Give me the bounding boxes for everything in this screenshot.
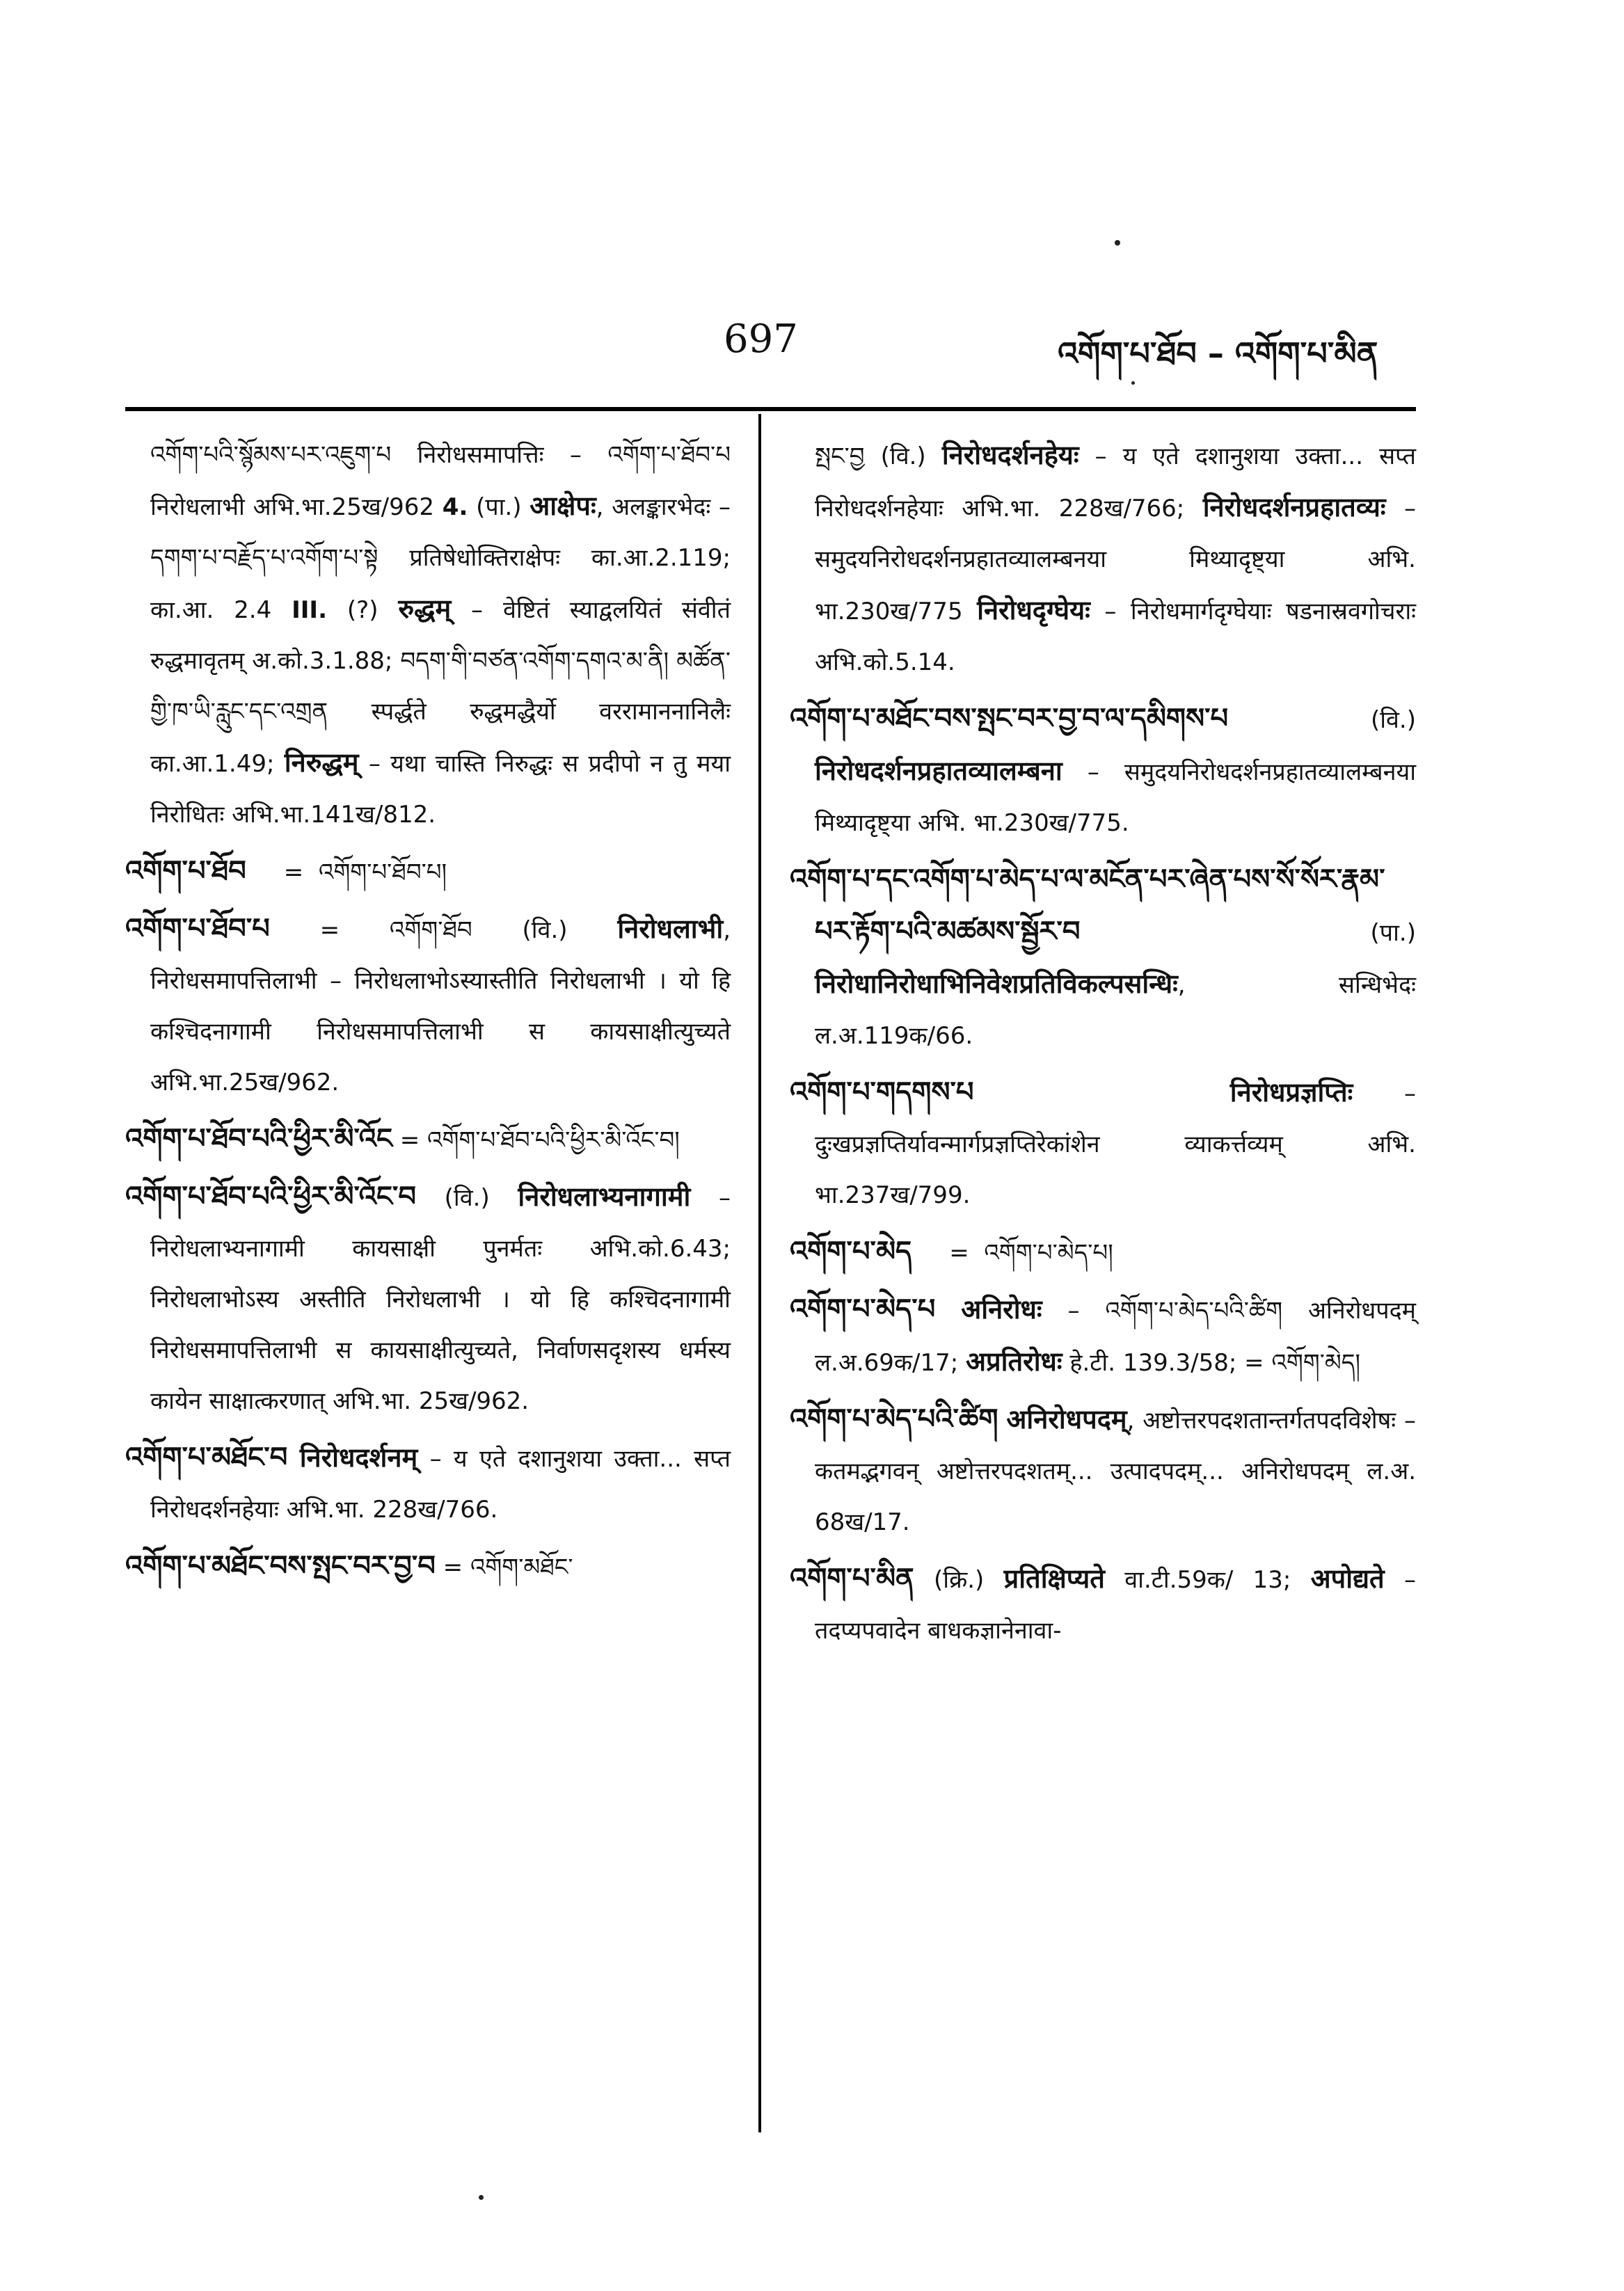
- dict-entry: འགོག་པའི་སྙོམས་པར་འཇུག་པ निरोधसमापत्तिः – འགོག་པ་ཐོབ་པ निरोधलाभी अभि.भा.25ख/962 4. (पा.) आक्षेपः, अलङ्कारभेदः – དགག་པ་བརྗོད་པ་འགོག་པ་སྟེ प्रतिषेधोक्तिराक्षेपः का.आ.2.119; का.आ. 2.4 III. (?) रुद्धम् – वेष्टितं स्याद्वलयितं संवीतं रुद्धमावृतम् अ.को.3.1.88; བདག་གི་བཙན་འགོག་དགའ་མ་ནི། མཚོན་གྱི་ཁ་ཡི་རླུང་དང་འགྲན स्पर्द्धते रुद्धमद्धैर्यो वररामाननानिलैः का.आ.1.49; निरुद्धम् – यथा चास्ति निरुद्धः स प्रदीपो न तु मया निरोधितः अभि.भा.141ख/812.: [150, 441, 731, 829]
- dict-entry: འགོག་པ་དང་འགོག་པ་མེད་པ་ལ་མངོན་པར་ཞེན་པས་སོ་སོར་རྣམ་པར་རྟོག་པའི་མཚམས་སྦྱོར་བ (पा.) निरोधानिरोधाभिनिवेशप्रतिविकल्पसन्धिः, सन्धिभेदः ल.अ.119क/66.: [790, 863, 1416, 1050]
- left-column: [125, 430, 731, 1593]
- right-column: [790, 430, 1416, 1657]
- dict-entry: འགོག་པ་གདགས་པ निरोधप्रज्ञप्तिः – दुःखप्रज्ञप्तिर्यावन्मार्गप्रज्ञप्तिरेकांशेन व्याकर्त्तव्यम् अभि. भा.237ख/799.: [790, 1076, 1417, 1209]
- dict-entry: འགོག་པ་མཐོང་བས་སྤང་བར་བྱ་བ་ལ་དམིགས་པ (वि.) निरोधदर्शनप्रहातव्यालम्बना – समुदयनिरोधदर्शनप्रहातव्यालम्बनया मिथ्यादृष्ट्या अभि. भा.230ख/775.: [790, 703, 1416, 837]
- dict-entry: འགོག་པ་མེད་པའི་ཚིག अनिरोधपदम्, अष्टोत्तरपदशतान्तर्गतपदविशेषः – कतमद्भगवन् अष्टोत्तरपदशतम्... उत्पादपदम्... अनिरोधपदम् ल.अ. 68ख/17.: [790, 1403, 1416, 1536]
- dict-entry: འགོག་པ་མེད་པ अनिरोधः – འགོག་པ་མེད་པའི་ཚིག अनिरोधपदम् ल.अ.69क/17; अप्रतिरोधः हे.टी. 139.3/58; = འགོག་མེད།: [790, 1293, 1416, 1377]
- dict-entry: འགོག་པ་མིན (क्रि.) प्रतिक्षिप्यते वा.टी.59क/ 13; अपोद्यते – तदप्यपवादेन बाधकज्ञानेनावा-: [790, 1563, 1416, 1645]
- speck-mark: [1131, 381, 1135, 385]
- speck-mark: [479, 2195, 484, 2200]
- dict-entry: སྤང་བྱ (वि.) निरोधदर्शनहेयः – य एते दशानुशया उक्ता... सप्त निरोधदर्शनहेयाः अभि.भा. 228ख/766; निरोधदर्शनप्रहातव्यः – समुदयनिरोधदर्शनप्रहातव्यालम्बनया मिथ्यादृष्ट्या अभि. भा.230ख/775 निरोधदृग्घेयः – निरोधमार्गदृग्घेयाः षडनास्रवगोचराः अभि.को.5.14.: [815, 440, 1416, 676]
- dict-entry: འགོག་པ་མེད = འགོག་པ་མེད་པ།: [790, 1236, 1113, 1268]
- running-head: འགོག་པ་ཐོབ – འགོག་པ་མིན: [1058, 335, 1378, 372]
- dict-entry: འགོག་པ་ཐོབ་པའི་ཕྱིར་མི་འོང = འགོག་པ་ཐོབ་པའི་ཕྱིར་མི་འོང་བ།: [125, 1123, 680, 1155]
- dict-entry: འགོག་པ་ཐོབ་པ = འགོག་ཐོབ (वि.) निरोधलाभी, निरोधसमापत्तिलाभी – निरोधलाभोऽस्यास्तीति निरोधलाभी । यो हि कश्चिदनागामी निरोधसमापत्तिलाभी स कायसाक्षीत्युच्यते अभि.भा.25ख/962.: [125, 913, 731, 1096]
- speck-mark: [1115, 240, 1120, 246]
- page-number: 697: [724, 317, 798, 362]
- dict-entry: འགོག་པ་མཐོང་བ निरोधदर्शनम् – य एते दशानुशया उक्ता... सप्त निरोधदर्शनहेयाः अभि.भा. 228ख/766.: [125, 1442, 731, 1524]
- header-rule: [125, 407, 1416, 411]
- dict-entry: འགོག་པ་ཐོབ་པའི་ཕྱིར་མི་འོང་བ (वि.) निरोधलाभ्यनागामी – निरोधलाभ्यनागामी कायसाक्षी पुनर्मतः अभि.को.6.43; निरोधलाभोऽस्य अस्तीति निरोधलाभी । यो हि कश्चिदनागामी निरोधसमापत्तिलाभी स कायसाक्षीत्युच्यते, निर्वाणसदृशस्य धर्मस्य कायेन साक्षात्करणात् अभि.भा. 25ख/962.: [125, 1181, 731, 1415]
- dict-entry: འགོག་པ་ཐོབ = འགོག་པ་ཐོབ་པ།: [125, 855, 447, 887]
- dict-entry: འགོག་པ་མཐོང་བས་སྤང་བར་བྱ་བ = འགོག་མཐོང་: [125, 1550, 573, 1582]
- column-divider: [758, 414, 761, 2132]
